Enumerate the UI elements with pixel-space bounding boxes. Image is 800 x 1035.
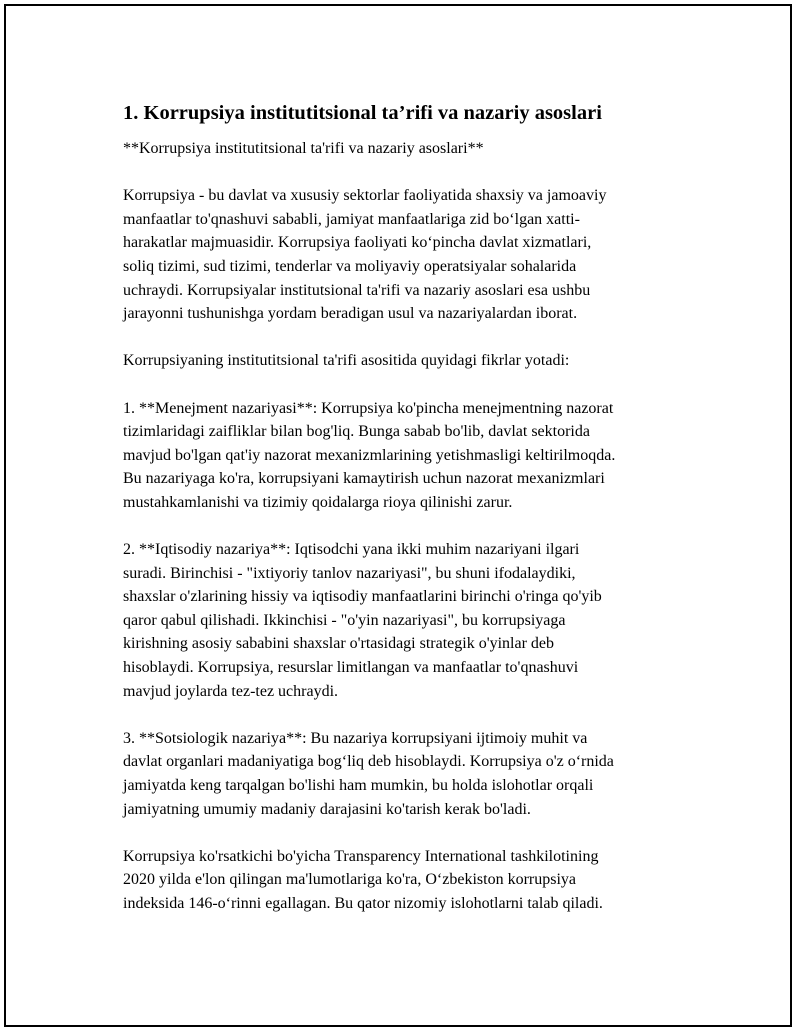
- section-title: 1. Korrupsiya institutitsional ta’rifi va nazariy asoslari: [123, 102, 602, 124]
- sociological-theory-paragraph: 3. **Sotsiologik nazariya**: Bu nazariya korrupsiyani ijtimoiy muhit va davlat organlari madaniyatiga bog‘liq deb hisoblaydi. Korrupsiya o'z o‘rnida jamiyatda keng tarqalgan bo'lishi ham mumkin, bu holda islohotlar orqali jamiyatning umumiy madaniy darajasini ko'tarish kerak bo'ladi.: [123, 729, 614, 818]
- document-body: [123, 100, 703, 939]
- management-theory-paragraph: 1. **Menejment nazariyasi**: Korrupsiya ko'pincha menejmentning nazorat tizimlaridagi zaifliklar bilan bog'liq. Bunga sabab bo'lib, davlat sektorida mavjud bo'lgan qat'iy nazorat mexanizmlarining yetishmasligi keltirilmoqda. Bu nazariyaga ko'ra, korrupsiyani kamaytirish uchun nazorat mexanizmlari mustahkamlanishi va tizimiy qoidalarga rioya qilinishi zarur.: [123, 399, 616, 511]
- bold-subheading-paragraph: **Korrupsiya institutitsional ta'rifi va nazariy asoslari**: [123, 140, 484, 157]
- definition-paragraph: Korrupsiya - bu davlat va xususiy sektorlar faoliyatida shaxsiy va jamoaviy manfaatlar to'qnashuvi sababli, jamiyat manfaatlariga zid bo‘lgan xatti- harakatlar majmuasidir. Korrupsiya faoliyati ko‘pincha davlat xizmatlari, soliq tizimi, sud tizimi, tenderlar va moliyaviy operatsiyalar sohalarida uchraydi. Korrupsiyalar institutsional ta'rifi va nazariy asoslari esa ushbu jarayonni tushunishga yordam beradigan usul va nazariyalardan iborat.: [123, 187, 607, 323]
- page-frame: [4, 4, 792, 1027]
- intro-list-paragraph: Korrupsiyaning institutitsional ta'rifi asositida quyidagi fikrlar yotadi:: [123, 352, 570, 370]
- economic-theory-paragraph: 2. **Iqtisodiy nazariya**: Iqtisodchi yana ikki muhim nazariyani ilgari suradi. Birinchisi - "ixtiyoriy tanlov nazariyasi", bu shuni ifodalaydiki, shaxslar o'zlarining hissiy va iqtisodiy manfaatlarini birinchi o'ringa qo'yib qaror qabul qilishadi. Ikkinchisi - "o'yin nazariyasi", bu korrupsiyaga kirishning asosiy sababini shaxslar o'rtasidagi strategik o'yinlar deb hisoblaydi. Korrupsiya, resurslar limitlangan va manfaatlar to'qnashuvi mavjud joylarda tez-tez uchraydi.: [123, 541, 602, 700]
- transparency-index-paragraph: Korrupsiya ko'rsatkichi bo'yicha Transparency International tashkilotining 2020 yilda e'lon qilingan ma'lumotlariga ko'ra, O‘zbekiston korrupsiya indeksida 146-o‘rinni egallagan. Bu qator nizomiy islohotlarni talab qiladi.: [123, 847, 603, 912]
